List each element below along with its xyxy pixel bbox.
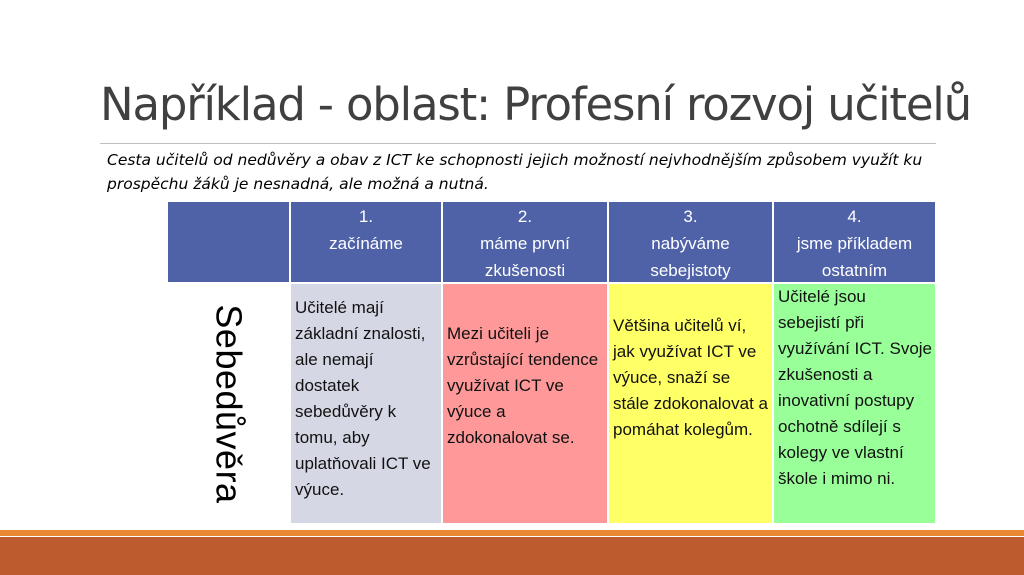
- header-stage-3-label-line-1: nabýváme: [651, 234, 730, 253]
- stage-4-description: Učitelé jsou sebejistí při využívání ICT. Svoje zkušenosti a inovativní postupy ochotně sdílejí s kolegy ve vlastní škole i mimo ni.: [778, 287, 933, 488]
- stage-1-description: Učitelé mají základní znalosti, ale nemají dostatek sebedůvěry k tomu, aby uplatňovali ICT ve výuce.: [295, 298, 431, 499]
- stage-3-description: Většina učitelů ví, jak využívat ICT ve výuce, snaží se stále zdokonalovat a pomáhat kolegům.: [613, 316, 768, 439]
- stage-2-description: Mezi učiteli je vzrůstající tendence využívat ICT ve výuce a zdokonalovat se.: [447, 324, 599, 447]
- header-stage-3-number: 3.: [683, 207, 698, 226]
- stage-1-description-cell: [291, 284, 441, 523]
- header-stage-1-number: 1.: [358, 207, 374, 226]
- stage-4-description-cell: [774, 284, 935, 523]
- footer-bar: [0, 537, 1024, 575]
- header-stage-4-label-line-1: jsme příkladem: [796, 234, 913, 253]
- header-stage-4-number: 4.: [847, 207, 862, 226]
- stage-2-description-cell: [443, 284, 607, 523]
- header-stage-2-number: 2.: [517, 207, 533, 226]
- header-stage-3-label-line-2: sebejistoty: [650, 261, 731, 280]
- header-stage-3: [609, 202, 772, 282]
- header-stage-2-label-line-2: zkušenosti: [484, 261, 566, 280]
- row-label-text: Sebedůvěra: [208, 303, 250, 504]
- header-stage-4: [774, 202, 935, 282]
- row-label: [168, 284, 289, 523]
- header-stage-1: [291, 202, 441, 282]
- header-stage-4-label-line-2: ostatním: [821, 261, 888, 280]
- header-stage-2-label-line-1: máme první: [480, 234, 570, 253]
- header-stage-1-label: začínáme: [329, 234, 403, 253]
- header-stage-2: [443, 202, 607, 282]
- header-empty-cell: [168, 202, 289, 282]
- slide-title: Například - oblast: Profesní rozvoj učitelů: [100, 78, 971, 131]
- slide-subtitle: Cesta učitelů od nedůvěry a obav z ICT ke schopnosti jejich možností nejvhodnějším způsobem využít ku prospěchu žáků je nesnadná, ale možná a nutná.: [107, 151, 923, 193]
- footer-accent-line: [0, 530, 1024, 536]
- title-divider: [100, 143, 936, 144]
- stage-3-description-cell: [609, 284, 772, 523]
